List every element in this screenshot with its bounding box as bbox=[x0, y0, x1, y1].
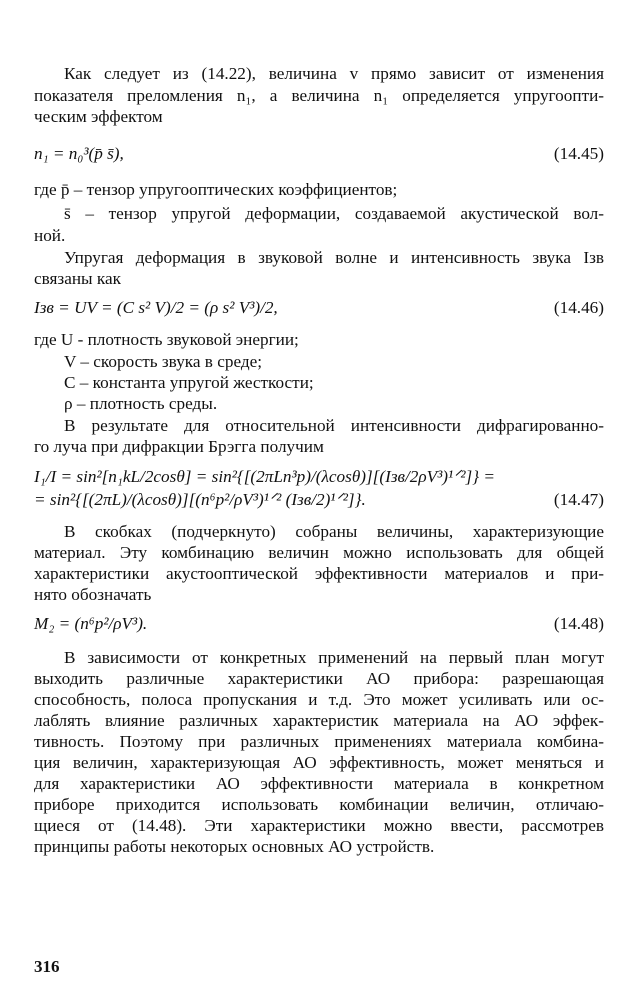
paragraph-2-line-2: связаны как bbox=[34, 269, 121, 288]
equation-number-14-47: (14.47) bbox=[553, 490, 604, 509]
paragraph-5-line-3: способность, полоса пропускания и т.д. Это может усиливать или ос- bbox=[34, 690, 604, 709]
paragraph-1-line-3: ческим эффектом bbox=[34, 107, 163, 126]
equation-14-46: Iзв = UV = (C s² V)/2 = (ρ s² V³)/2, bbox=[34, 298, 278, 317]
paragraph-5-line-4: лаблять влияние различных характеристик материала на АО эффек- bbox=[34, 711, 604, 730]
equation-14-45: n₁ = n₀³(p̄ s̄), bbox=[34, 144, 124, 163]
page-number: 316 bbox=[34, 957, 60, 976]
equation-14-48: M₂ = (n⁶p²/ρV³). bbox=[34, 614, 148, 633]
equation-14-47-line-1: I₁/I = sin²[n₁kL/2cosθ] = sin²{[(2πLn³p)/(λcosθ)][(Iзв/2ρV³)¹ᐟ²]} = bbox=[34, 467, 496, 486]
paragraph-5-line-6: ция величин, характеризующая АО эффективность, может меняться и bbox=[34, 753, 604, 772]
paragraph-4-line-4: нято обозначать bbox=[34, 585, 152, 604]
paragraph-5-line-8: приборе приходится использовать комбинации величин, отличаю- bbox=[34, 795, 604, 814]
paragraph-1-line-1: Как следует из (14.22), величина v прямо зависит от изменения bbox=[64, 64, 604, 83]
paragraph-1-line-2: показателя преломления n₁, а величина n₁ определяется упругоопти- bbox=[34, 86, 604, 105]
paragraph-4-line-3: характеристики акустооптической эффективности материалов и при- bbox=[34, 564, 604, 583]
paragraph-2-line-1: Упругая деформация в звуковой волне и интенсивность звука Iзв bbox=[64, 248, 604, 267]
paragraph-5-line-7: для характеристики АО эффективности материала в конкретном bbox=[34, 774, 604, 793]
paragraph-5-line-1: В зависимости от конкретных применений на первый план могут bbox=[64, 648, 604, 667]
where-2-line-2: V – скорость звука в среде; bbox=[64, 352, 262, 371]
where-2-line-4: ρ – плотность среды. bbox=[64, 394, 218, 413]
paragraph-5-line-9: щиеся от (14.48). Эти характеристики можно ввести, рассмотрев bbox=[34, 816, 604, 835]
where-1-line-2: s̄ – тензор упругой деформации, создаваемой акустической вол- bbox=[64, 204, 604, 223]
paragraph-5-line-5: тивность. Поэтому при различных применениях материала комбина- bbox=[34, 732, 604, 751]
where-1-line-3: ной. bbox=[34, 226, 66, 245]
paragraph-5-line-2: выходить различные характеристики АО прибора: разрешающая bbox=[34, 669, 604, 688]
paragraph-4-line-1: В скобках (подчеркнуто) собраны величины, характеризующие bbox=[64, 522, 604, 541]
paragraph-3-line-1: В результате для относительной интенсивности дифрагированно- bbox=[64, 416, 604, 435]
where-2-line-1: где U - плотность звуковой энергии; bbox=[34, 330, 299, 349]
equation-number-14-45: (14.45) bbox=[553, 144, 604, 163]
where-2-line-3: C – константа упругой жесткости; bbox=[64, 373, 314, 392]
paragraph-4-line-2: материал. Эту комбинацию величин можно использовать для общей bbox=[34, 543, 604, 562]
equation-number-14-48: (14.48) bbox=[553, 614, 604, 633]
paragraph-3-line-2: го луча при дифракции Брэгга получим bbox=[34, 437, 324, 456]
where-1-line-1: где p̄ – тензор упругооптических коэффициентов; bbox=[34, 180, 398, 199]
equation-14-47-line-2: = sin²{[(2πL)/(λcosθ)][(n⁶p²/ρV³)¹ᐟ² (Iзв/2)¹ᐟ²]}. bbox=[34, 490, 366, 509]
equation-number-14-46: (14.46) bbox=[553, 298, 604, 317]
paragraph-5-line-10: принципы работы некоторых основных АО устройств. bbox=[34, 837, 435, 856]
